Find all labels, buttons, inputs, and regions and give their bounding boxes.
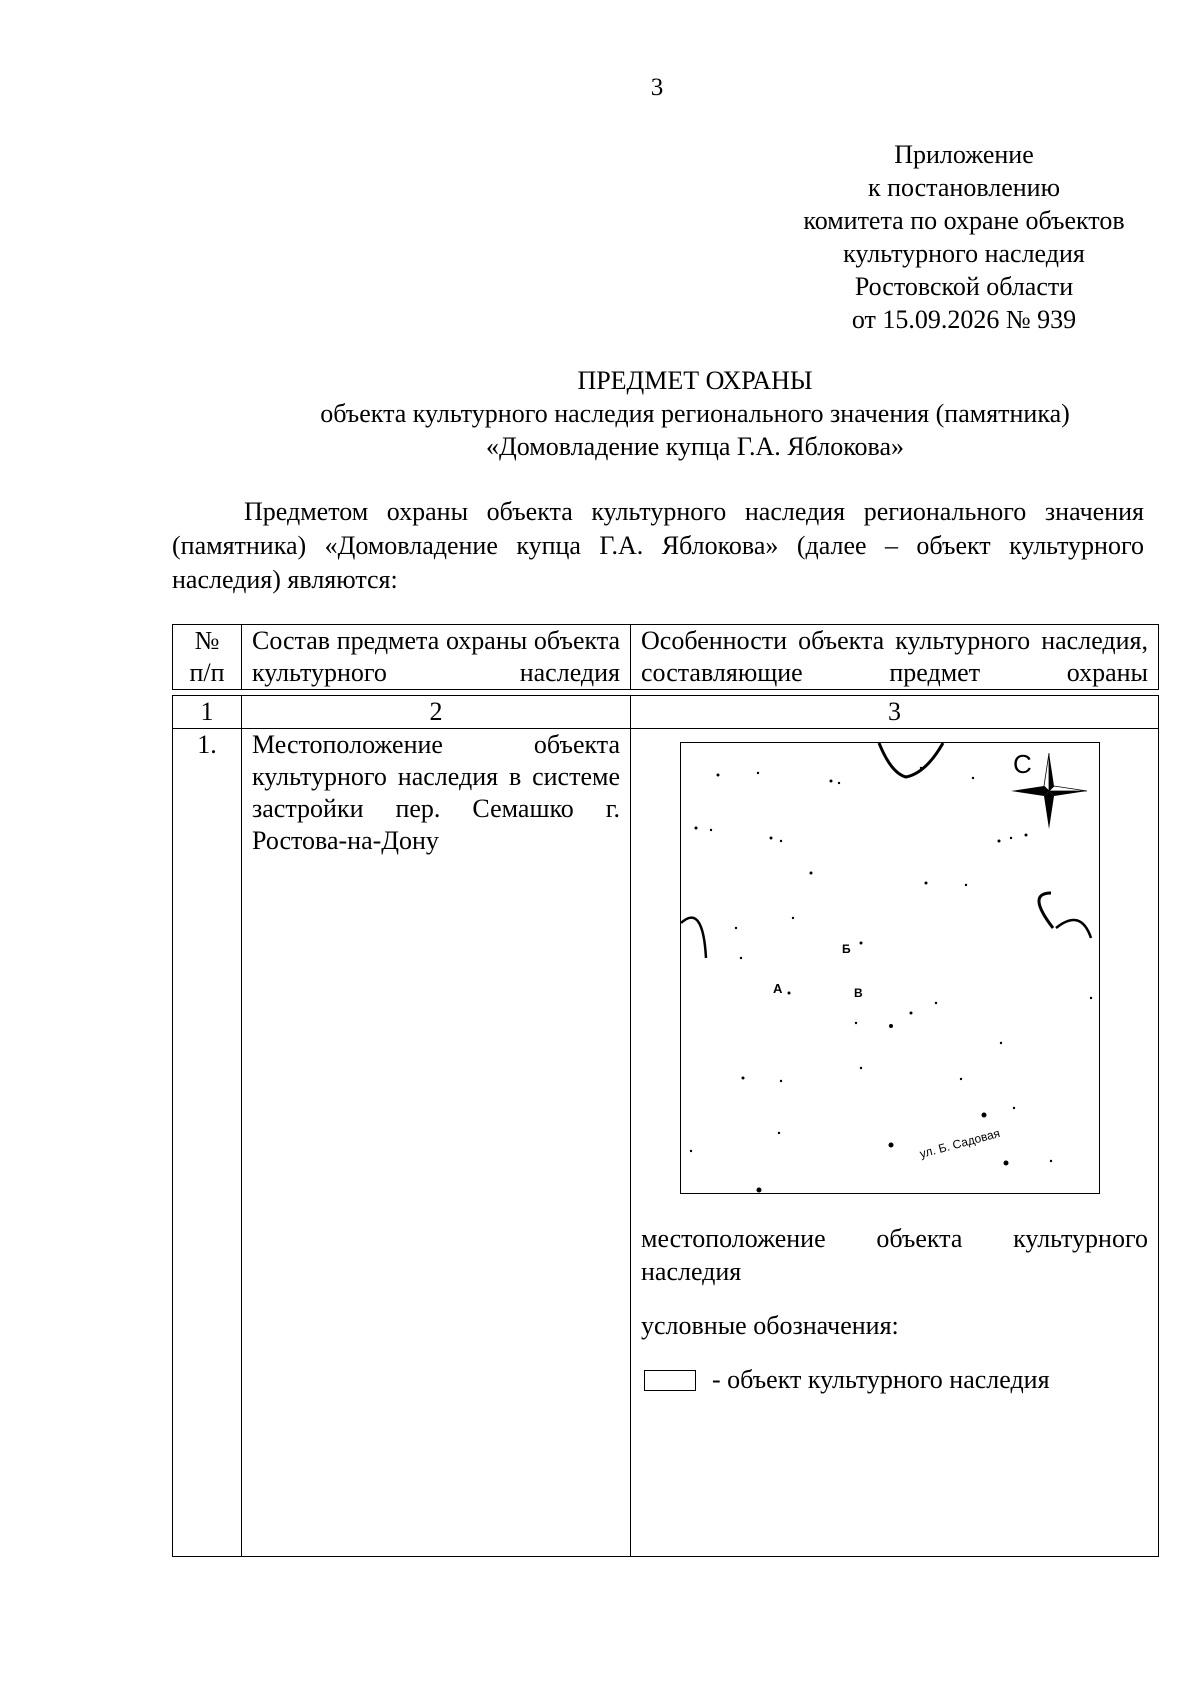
street-label: ул. Б. Садовая bbox=[918, 1126, 1002, 1161]
building-label-b: Б bbox=[842, 942, 851, 956]
map-points bbox=[690, 767, 1092, 1193]
building-label-a: А bbox=[773, 981, 783, 996]
protection-subject-table bbox=[172, 624, 1159, 1557]
page-number: 3 bbox=[650, 74, 664, 101]
appendix-line: Приложение bbox=[894, 140, 1034, 169]
column-number: 1 bbox=[172, 695, 241, 728]
appendix-line: комитета по охране объектов bbox=[803, 206, 1125, 235]
legend-item bbox=[641, 1364, 1148, 1396]
row-number: 1. bbox=[172, 728, 241, 1557]
appendix-header bbox=[770, 138, 1158, 336]
legend-title: условные обозначения: bbox=[641, 1311, 899, 1340]
column-numbers-row bbox=[172, 695, 1159, 728]
map-drawing bbox=[681, 743, 1099, 1193]
document-title bbox=[172, 364, 1200, 463]
appendix-line: культурного наследия bbox=[843, 239, 1085, 268]
road-arc-right bbox=[1039, 893, 1053, 928]
title-main: ПРЕДМЕТ ОХРАНЫ bbox=[577, 366, 813, 395]
road-arc-left bbox=[681, 918, 706, 958]
table-row bbox=[172, 728, 1159, 1557]
header-composition: Состав предмета охраны объекта культурного наследия bbox=[241, 624, 630, 689]
row-composition: Местоположение объекта культурного наследия в системе застройки пер. Семашко г. Ростова-на-Дону bbox=[241, 728, 630, 1557]
column-number: 2 bbox=[241, 695, 630, 728]
location-map bbox=[680, 742, 1100, 1194]
title-subtitle: объекта культурного наследия регионального значения (памятника) bbox=[320, 399, 1070, 428]
title-object-name: «Домовладение купца Г.А. Яблокова» bbox=[486, 432, 904, 461]
intro-paragraph: Предметом охраны объекта культурного наследия регионального значения (памятника) «Домовладение купца Г.А. Яблокова» (далее – объект культурного наследия) являются: bbox=[172, 497, 1144, 594]
column-number: 3 bbox=[630, 695, 1159, 728]
appendix-line: к постановлению bbox=[867, 173, 1061, 202]
table-header-row bbox=[172, 624, 1159, 689]
legend-rectangle-icon bbox=[644, 1370, 696, 1391]
row-features bbox=[630, 728, 1159, 1557]
header-features: Особенности объекта культурного наследия, составляющие предмет охраны bbox=[630, 624, 1159, 689]
road-arc-right-2 bbox=[1056, 920, 1091, 938]
road-curve bbox=[879, 743, 943, 777]
legend-item-label: - объект культурного наследия bbox=[712, 1365, 1050, 1394]
north-label: С bbox=[1013, 749, 1032, 779]
appendix-line: Ростовской области bbox=[854, 272, 1074, 301]
building-label-v: В bbox=[854, 986, 863, 1000]
appendix-date-number: от 15.09.2026 № 939 bbox=[851, 305, 1077, 334]
header-number: № п/п bbox=[172, 624, 241, 689]
map-caption: местоположение объекта культурного наследия bbox=[641, 1224, 1148, 1286]
